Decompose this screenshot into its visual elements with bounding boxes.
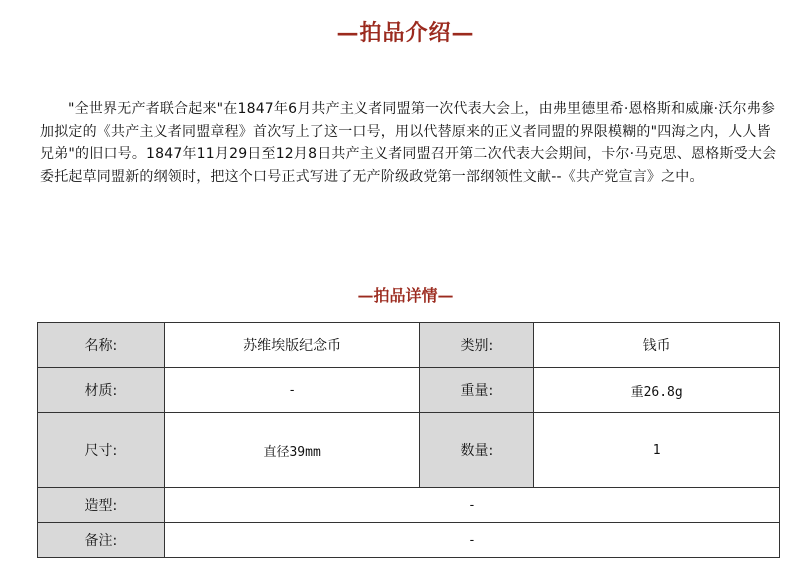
table-row	[38, 413, 780, 488]
size-label: 尺寸:	[38, 413, 165, 488]
name-value: 苏维埃版纪念币	[164, 323, 420, 368]
shape-label: 造型:	[38, 488, 165, 523]
lot-intro-heading: —拍品介绍—	[336, 20, 475, 46]
table-row	[38, 323, 780, 368]
shape-value: -	[164, 488, 779, 523]
lot-details-table	[37, 322, 780, 558]
lot-details-heading: —拍品详情—	[357, 286, 454, 305]
category-value: 钱币	[534, 323, 780, 368]
table-row	[38, 488, 780, 523]
table-row	[38, 523, 780, 558]
quantity-label: 数量:	[420, 413, 534, 488]
weight-value: 重26.8g	[534, 368, 780, 413]
material-label: 材质:	[38, 368, 165, 413]
table-row	[38, 368, 780, 413]
name-label: 名称:	[38, 323, 165, 368]
quantity-value: 1	[534, 413, 780, 488]
material-value: -	[164, 368, 420, 413]
weight-label: 重量:	[420, 368, 534, 413]
remark-value: -	[164, 523, 779, 558]
lot-intro-text: "全世界无产者联合起来"在1847年6月共产主义者同盟第一次代表大会上，由弗里德里希·恩格斯和威廉·沃尔弗参加拟定的《共产主义者同盟章程》首次写上了这一口号，用以代替原来的正义者同盟的界限模糊的"四海之内，人人皆兄弟"的旧口号。1847年11月29日至12月8日共产主义者同盟召开第二次代表大会期间，卡尔·马克思、恩格斯受大会委托起草同盟新的纲领时，把这个口号正式写进了无产阶级政党第一部纲领性文献--《共产党宣言》之中。	[40, 101, 777, 185]
category-label: 类别:	[420, 323, 534, 368]
size-value: 直径39mm	[164, 413, 420, 488]
remark-label: 备注:	[38, 523, 165, 558]
